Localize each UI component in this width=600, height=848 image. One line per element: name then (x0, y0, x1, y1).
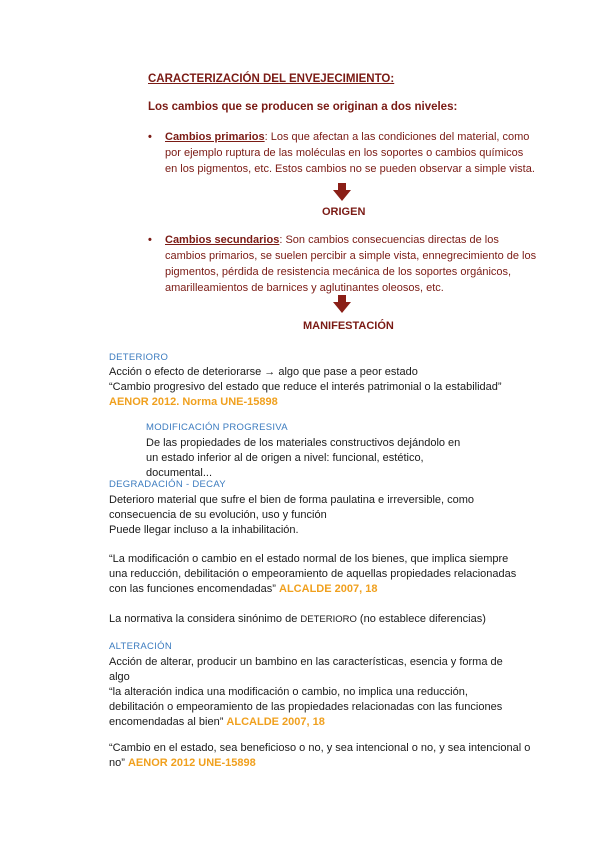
alteracion-citation2: AENOR 2012 UNE-15898 (127, 757, 256, 769)
degradacion-line1: Deterioro material que sufre el bien de forma paulatina e irreversible, como consecuencia de su evolución, uso y función (109, 494, 475, 521)
primarios-term: Cambios primarios (165, 131, 265, 143)
normativa-term: DETERIORO (300, 614, 357, 625)
normativa-pre: La normativa la considera sinónimo de (109, 613, 301, 625)
degradacion-block (109, 493, 509, 538)
arrow-down-shape (333, 183, 351, 201)
secundarios-term: Cambios secundarios (165, 234, 280, 246)
alteracion-quote-block (109, 685, 514, 730)
intro-text: Los cambios que se producen se originan a dos niveles: (148, 101, 458, 113)
deterioro-line2: “Cambio progresivo del estado que reduce el interés patrimonial o la estabilidad” (109, 381, 502, 393)
alteracion-line1: Acción de alterar, producir un bambino en las características, esencia y forma de algo (109, 656, 503, 683)
deterioro-heading: DETERIORO (109, 352, 169, 363)
normativa-post: (no establece diferencias) (356, 613, 486, 625)
alteracion-quote2: “Cambio en el estado, sea beneficioso o no, y sea intencional o no, y sea intencional o no” (109, 742, 531, 769)
degradacion-quote-block (109, 552, 524, 597)
primarios-item (148, 129, 538, 177)
bullet-icon: • (148, 234, 152, 246)
degradacion-line2: Puede llegar incluso a la inhabilitación. (109, 524, 299, 536)
section-title: CARACTERIZACIÓN DEL ENVEJECIMIENTO: (148, 73, 395, 85)
alteracion-quote2-block (109, 741, 549, 771)
deterioro-citation: AENOR 2012. Norma UNE-15898 (109, 396, 278, 408)
alteracion-heading: ALTERACIÓN (109, 641, 173, 652)
deterioro-block (109, 365, 549, 410)
arrow-down-shape (333, 295, 351, 313)
bullet-icon: • (148, 131, 152, 143)
normativa-line (109, 612, 549, 627)
modificacion-heading: MODIFICACIÓN PROGRESIVA (146, 422, 288, 433)
origen-label: ORIGEN (322, 206, 366, 218)
manifestacion-label: MANIFESTACIÓN (303, 320, 394, 332)
alteracion-block (109, 655, 514, 730)
alteracion-quote: “la alteración indica una modificación o cambio, no implica una reducción, debilitación o empeoramiento de las propiedades relacionadas con las funciones encomendadas al bien” (109, 686, 503, 728)
secundarios-text: : Son cambios consecuencias directas de los cambios primarios, se suelen percibir a simple vista, ennegrecimiento de los pigmentos, pérdida de resistencia mecánica de los soportes orgánicos, amarilleamientos de barnices y aglutinantes oleosos, etc. (165, 234, 537, 294)
degradacion-heading: DEGRADACIÓN - DECAY (109, 479, 226, 490)
degradacion-citation: ALCALDE 2007, 18 (279, 583, 378, 595)
primarios-text: : Los que afectan a las condiciones del material, como por ejemplo ruptura de las moléculas en los soportes o cambios químicos en los pigmentos, etc. Estos cambios no se pueden observar a simple vista. (165, 131, 535, 175)
modificacion-text: De las propiedades de los materiales constructivos dejándolo en un estado inferior al de origen a nivel: funcional, estético, documental... (146, 437, 461, 479)
degradacion-quote: “La modificación o cambio en el estado normal de los bienes, que implica siempre una reducción, debilitación o empeoramiento de aquellas propiedades relacionadas con las funciones encomendadas” (109, 553, 517, 595)
secundarios-item (148, 232, 538, 296)
arrow-down-icon (333, 295, 351, 313)
deterioro-line1: Acción o efecto de deteriorarse → algo que pase a peor estado (109, 366, 418, 378)
arrow-down-icon (333, 183, 351, 201)
alteracion-citation: ALCALDE 2007, 18 (226, 716, 325, 728)
